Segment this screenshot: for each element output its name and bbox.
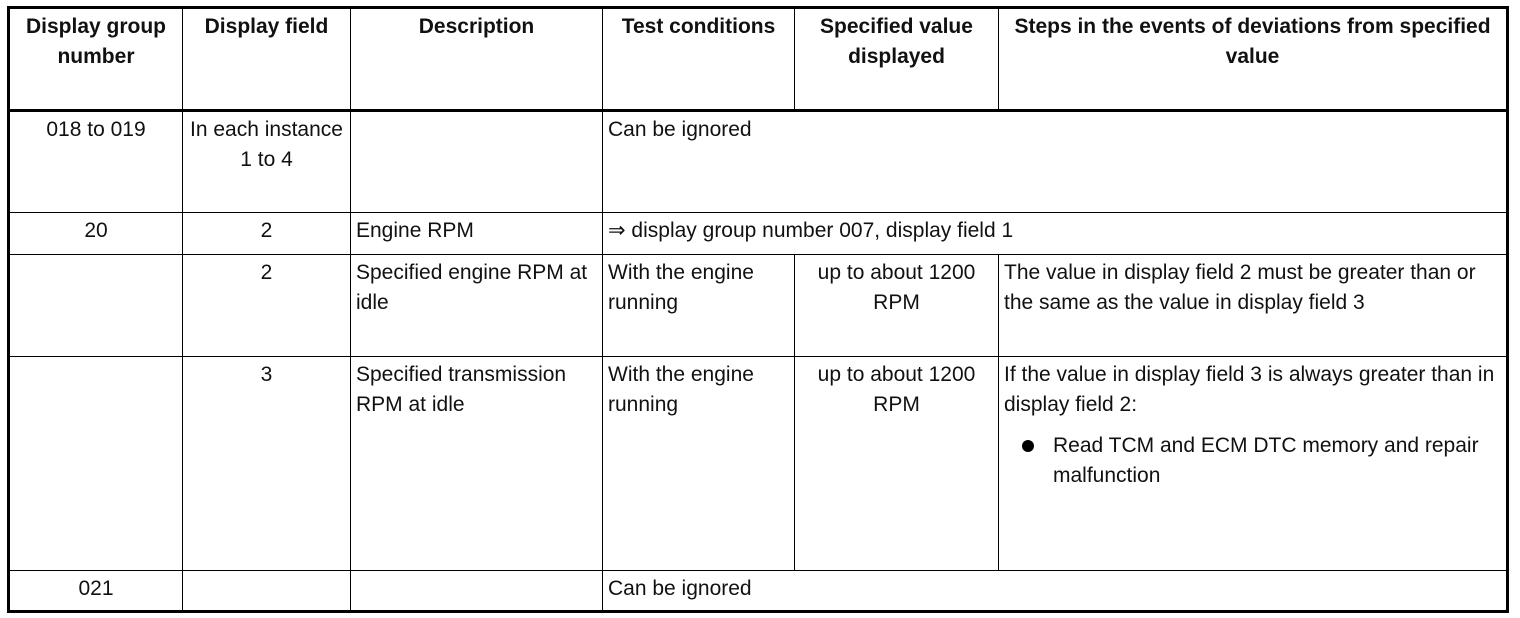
table-row [9, 213, 1508, 255]
cell-description: Specified transmission RPM at idle [351, 357, 603, 571]
cell-field: 2 [183, 213, 351, 255]
header-steps: Steps in the events of deviations from specified value [999, 8, 1508, 111]
cell-steps [999, 357, 1508, 571]
cell-merged-note: Can be ignored [603, 111, 1508, 213]
cell-merged-note: Can be ignored [603, 571, 1508, 612]
cell-description: Engine RPM [351, 213, 603, 255]
cell-group: 018 to 019 [9, 111, 183, 213]
cell-specified-value: up to about 1200 RPM [795, 255, 999, 357]
cell-test-conditions: With the engine running [603, 255, 795, 357]
header-row [9, 8, 1508, 111]
cell-group [9, 255, 183, 357]
table-row [9, 255, 1508, 357]
cell-steps: The value in display field 2 must be greater than or the same as the value in display field 3 [999, 255, 1508, 357]
cell-specified-value: up to about 1200 RPM [795, 357, 999, 571]
bullet-text: Read TCM and ECM DTC memory and repair malfunction [1053, 434, 1479, 487]
diagnostic-table [7, 6, 1509, 613]
cell-field: In each instance 1 to 4 [183, 111, 351, 213]
cell-group: 20 [9, 213, 183, 255]
cell-description [351, 571, 603, 612]
header-test-conditions: Test conditions [603, 8, 795, 111]
cell-description [351, 111, 603, 213]
cell-merged-note: ⇒ display group number 007, display field 1 [603, 213, 1508, 255]
cell-group [9, 357, 183, 571]
cell-field: 2 [183, 255, 351, 357]
cell-field [183, 571, 351, 612]
cell-description: Specified engine RPM at idle [351, 255, 603, 357]
cell-group: 021 [9, 571, 183, 612]
table-row [9, 571, 1508, 612]
table-row [9, 111, 1508, 213]
cell-field: 3 [183, 357, 351, 571]
header-specified-value: Specified value displayed [795, 8, 999, 111]
steps-text: If the value in display field 3 is always greater than in display field 2: [1004, 363, 1495, 416]
table-row [9, 357, 1508, 571]
header-display-field: Display field [183, 8, 351, 111]
bullet-icon [1022, 440, 1034, 452]
cell-test-conditions: With the engine running [603, 357, 795, 571]
header-description: Description [351, 8, 603, 111]
bullet-item [1004, 431, 1501, 491]
header-display-group-number: Display group number [9, 8, 183, 111]
